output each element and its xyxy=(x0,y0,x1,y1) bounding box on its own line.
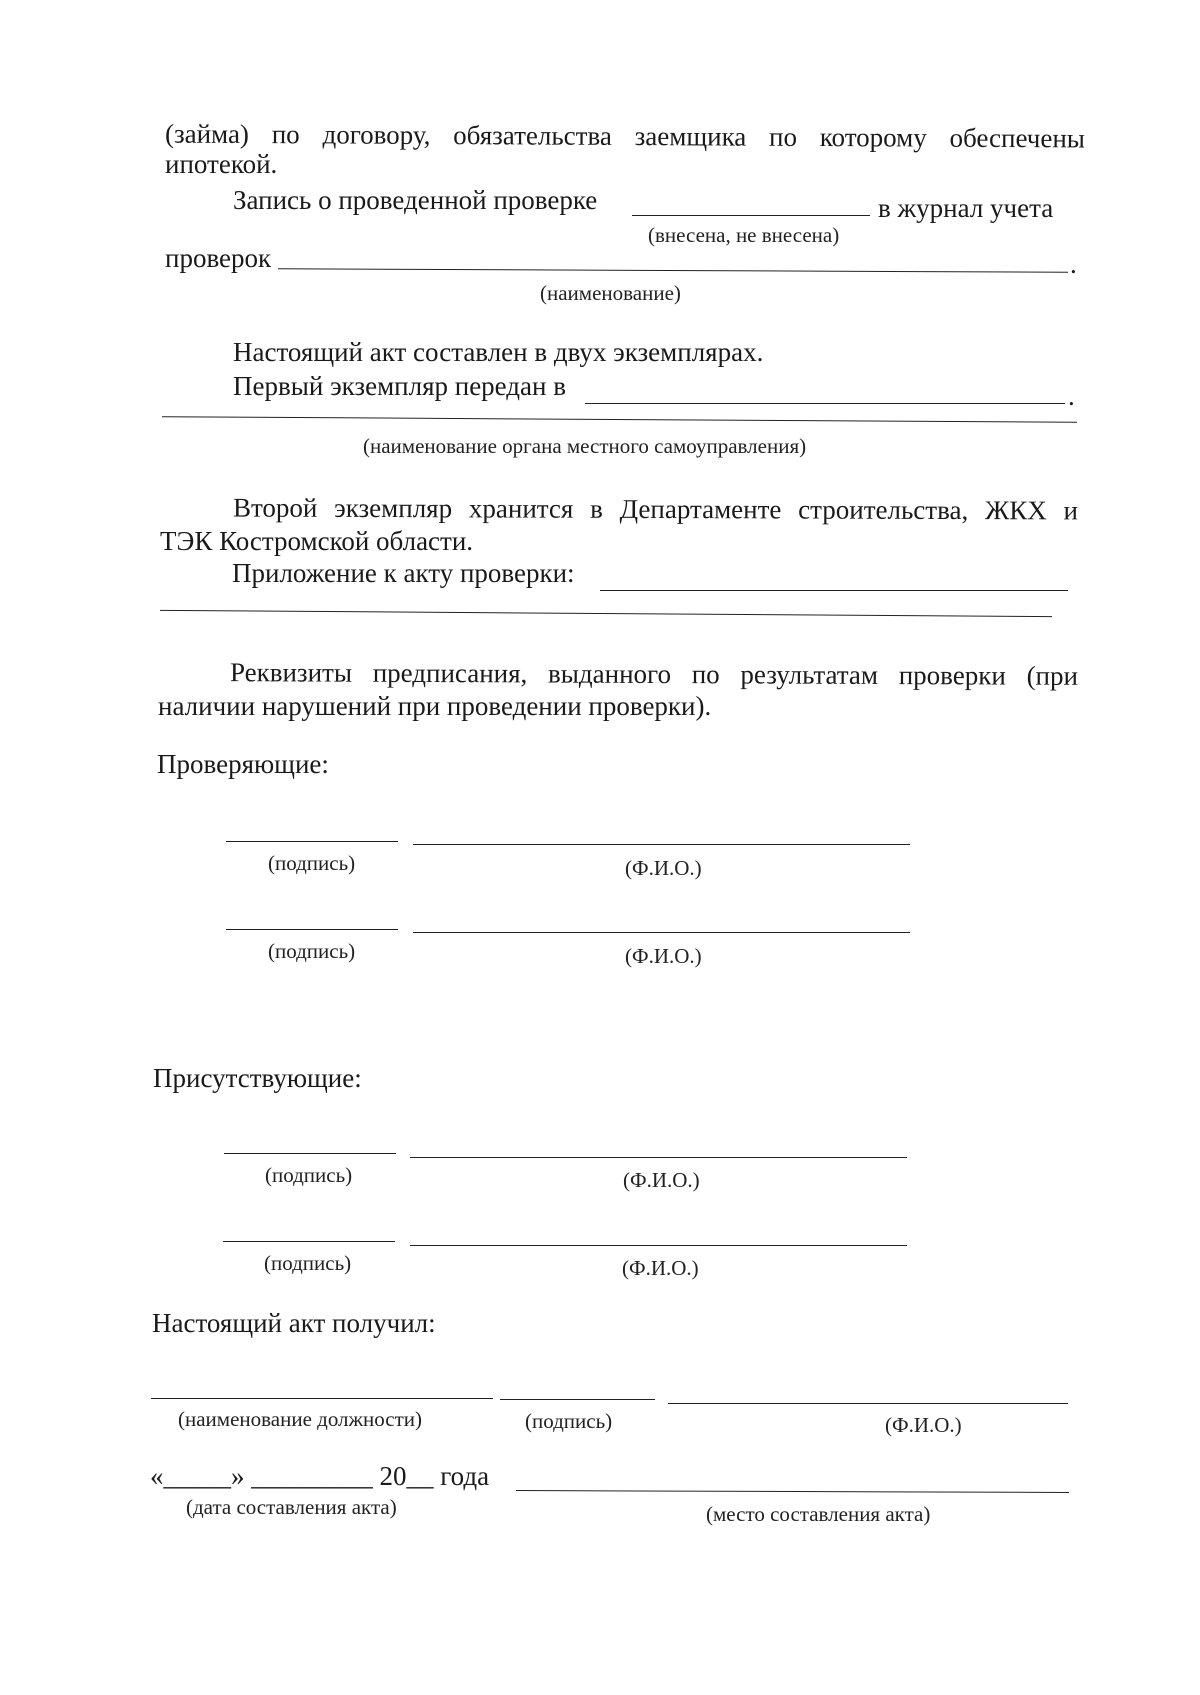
first-copy-period: . xyxy=(1068,381,1075,411)
loan-paragraph-line-2: ипотекой. xyxy=(165,149,278,179)
inspector-1-fio-caption: (Ф.И.О.) xyxy=(625,856,702,880)
place-blank-line xyxy=(516,1490,1069,1493)
appendix-blank-line-2 xyxy=(160,610,1052,617)
first-copy-blank-line-2 xyxy=(162,416,1077,423)
appendix-blank-line xyxy=(600,590,1068,591)
present-2-signature-caption: (подпись) xyxy=(264,1251,352,1275)
present-1-fio-caption: (Ф.И.О.) xyxy=(623,1168,700,1192)
present-2-fio-line xyxy=(410,1245,907,1246)
position-caption: (наименование должности) xyxy=(178,1407,423,1431)
date-line: «_____» _________ 20__ года xyxy=(150,1461,490,1491)
checks-label: проверок xyxy=(165,243,272,273)
inspectors-label: Проверяющие: xyxy=(157,749,329,779)
inspector-2-signature-caption: (подпись) xyxy=(268,939,356,963)
appendix-label: Приложение к акту проверки: xyxy=(232,558,575,588)
date-caption: (дата составления акта) xyxy=(186,1495,397,1519)
checks-caption: (наименование) xyxy=(540,281,681,305)
present-2-fio-caption: (Ф.И.О.) xyxy=(622,1256,699,1280)
present-label: Присутствующие: xyxy=(153,1063,362,1093)
record-caption: (внесена, не внесена) xyxy=(648,223,840,247)
first-copy-label: Первый экземпляр передан в xyxy=(233,371,566,401)
checks-blank-line xyxy=(278,268,1068,272)
present-1-fio-line xyxy=(410,1157,907,1158)
received-signature-caption: (подпись) xyxy=(525,1409,613,1433)
inspector-1-signature-caption: (подпись) xyxy=(268,851,356,875)
loan-paragraph-line-1: (займа) по договору, обязательства заемщика по которому обеспечены xyxy=(164,118,1086,154)
received-position-line xyxy=(151,1398,493,1399)
requisites-line-2: наличии нарушений при проведении проверки). xyxy=(158,691,712,721)
present-1-signature-line xyxy=(224,1153,396,1154)
inspector-2-signature-line xyxy=(226,929,398,930)
requisites-line-1: Реквизиты предписания, выданного по результатам проверки (при xyxy=(229,657,1079,691)
first-copy-blank-line xyxy=(585,403,1065,404)
inspector-1-fio-line xyxy=(413,844,910,845)
first-copy-caption: (наименование органа местного самоуправления) xyxy=(363,434,807,458)
record-label: Запись о проведенной проверке xyxy=(233,185,598,215)
record-blank-line xyxy=(632,215,870,216)
received-label: Настоящий акт получил: xyxy=(152,1308,436,1338)
received-fio-caption: (Ф.И.О.) xyxy=(885,1413,962,1437)
present-1-signature-caption: (подпись) xyxy=(265,1163,353,1187)
received-signature-line xyxy=(500,1399,655,1400)
inspector-2-fio-caption: (Ф.И.О.) xyxy=(625,944,702,968)
inspector-2-fio-line xyxy=(413,932,910,933)
second-copy-line-2: ТЭК Костромской области. xyxy=(160,526,474,556)
two-copies-text: Настоящий акт составлен в двух экземплярах. xyxy=(233,337,764,367)
present-2-signature-line xyxy=(223,1241,395,1242)
place-caption: (место составления акта) xyxy=(706,1502,931,1526)
record-suffix: в журнал учета xyxy=(878,193,1054,223)
inspector-1-signature-line xyxy=(226,841,398,842)
second-copy-line-1: Второй экземпляр хранится в Департаменте строительства, ЖКХ и xyxy=(232,492,1079,526)
received-fio-line xyxy=(668,1403,1068,1404)
checks-period: . xyxy=(1070,249,1077,279)
